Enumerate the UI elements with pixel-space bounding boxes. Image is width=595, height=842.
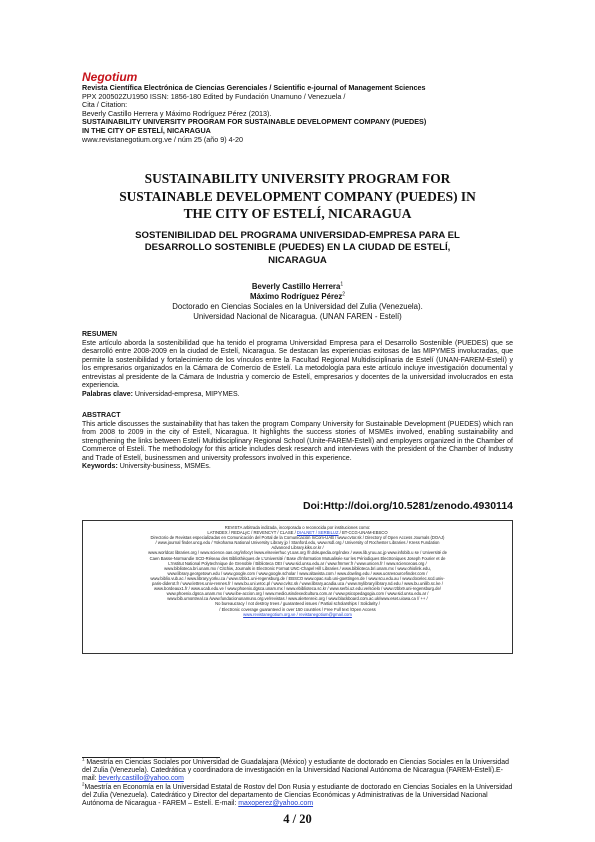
footnote-1-text bbox=[82, 756, 513, 783]
abstract-section bbox=[82, 412, 513, 472]
footnote-divider bbox=[82, 757, 220, 758]
citation-authors: Beverly Castillo Herrera y Máximo Rodríguez Pérez (2013). bbox=[82, 108, 272, 118]
author-2 bbox=[82, 292, 513, 302]
indexing-line: www.phoenix.dgsca.unam.mx / www.ibe-accion.org / www.medicusindexedcultura.com.ar / www.psicopedagogia.com / www.sid.unsu.edu.ar / bbox=[166, 591, 429, 597]
resumen-section bbox=[82, 331, 513, 399]
indexing-text: / BT-CCG-UNAM-EBSCO bbox=[338, 530, 388, 536]
title-spanish-line-2: DESARROLLO SOSTENIBLE (PUEDES) EN LA CIUDAD DE ESTELÍ, bbox=[144, 242, 451, 254]
author-1-name: Beverly Castillo Herrera bbox=[251, 282, 341, 291]
indexing-line: / www.journal finder.uncg.edu / Yokohama National University Library jp / Stanford.edu, www.rsdl.org / University of Rochester Libraries / Kress Fundation bbox=[155, 540, 440, 546]
indexing-line: / Electronic coverage guaranteed in over 150 countries / Free Full text /Open Access bbox=[219, 606, 376, 612]
resumen-heading: RESUMEN bbox=[82, 331, 118, 338]
footnote-1 bbox=[82, 756, 513, 783]
journal-subtitle: Revista Científica Electrónica de Ciencias Gerenciales / Scientific e-journal of Management Sciences bbox=[82, 83, 426, 92]
resumen-keywords-text: Universidad-empresa, MIPYMES. bbox=[132, 390, 240, 398]
title-spanish bbox=[110, 230, 485, 267]
indexing-line: Advanced Library.kiks.or.kr / bbox=[271, 545, 324, 551]
issue-line: www.revistanegotium.org.ve / núm 25 (año 9) 4-20 bbox=[82, 134, 243, 144]
resumen-keywords-label: Palabras clave: bbox=[82, 390, 133, 398]
title-english-line-2: SUSTAINABLE DEVELOPMENT COMPANY (PUEDES) IN bbox=[119, 188, 476, 204]
footnote-1-email-link[interactable]: beverly.castillo@yahoo.com bbox=[98, 775, 184, 783]
abstract-keywords-text: University-business, MSMEs. bbox=[117, 463, 211, 470]
indexing-line: www.bordeaux1.fr / www.ucab.edu.ve / www.phoenix.dgsca.unam.mx / www.ebiblioteca.sc.kr / www.serbi.uz.edu.ve/scielo / www.rzblx9.uni-regensburg.de/ bbox=[154, 586, 441, 592]
indexing-box bbox=[82, 520, 513, 654]
title-english-line-3: THE CITY OF ESTELÍ, NICARAGUA bbox=[183, 206, 412, 221]
indexing-text: LATINDEX / REDALyC / REVENCYT / CLASE / bbox=[207, 530, 297, 536]
footnote-2-email-link[interactable]: maxoperez@yahoo.com bbox=[238, 800, 314, 808]
indexing-line: www.biblio.vub.ac / www.library.yorku.ca / www.rzblx1.uni-regensburg.de / EBSCO www.opac.sub.uni-goettingen.de / www.scu.edu.au / www.docelec.scd.univ- bbox=[150, 575, 445, 581]
indexing-line: REVISTA arbitrada indizada, incorporada o reconocida por instituciones como: bbox=[224, 525, 371, 530]
title-english bbox=[100, 170, 495, 223]
footnote-2-number: 2 bbox=[82, 781, 85, 787]
author-1 bbox=[82, 282, 513, 292]
indexing-contact-link[interactable]: www.revistanegotium.org.ve / revistanegotium@gmail.com bbox=[243, 611, 352, 617]
author-2-name: Máximo Rodríguez Pérez bbox=[249, 292, 343, 301]
indexing-line: Caen Basse-Normandie SCD-Réseau des Bibliothèques de L'Université / Base d'information Mutualisée sur les Périodiques Electroniques Joseph Fourier et de bbox=[149, 555, 446, 561]
indexing-line: paris-diderot.fr / www.lettres.univ-rennes.fr / www.bu.uni.wroc.pl / www.cvlsc.sk / www.library.acadia.uca / www.mylibrary.library.nd.edu / www.bu.unilib.sc.ke / bbox=[152, 581, 443, 587]
issn-line: PPX 200502ZU1950 ISSN: 1856-180 Edited by Fundación Unamuno / Venezuela / bbox=[82, 91, 346, 101]
indexing-line: www.bib.umontreal.ca /www.fundacionunamuno.org.ve/revistas / www.alertenreic.org / www.blackboard.com.ac.uk/www.eset.uiowa.ca // ++ / bbox=[167, 596, 428, 602]
footnote-2-text bbox=[82, 781, 513, 808]
title-spanish-line-1: SOSTENIBILIDAD DEL PROGRAMA UNIVERSIDAD-EMPRESA PARA EL bbox=[135, 230, 460, 241]
author-2-footnote-ref: 2 bbox=[342, 291, 346, 298]
footnote-2 bbox=[82, 781, 513, 808]
resumen-keywords bbox=[82, 391, 513, 400]
citation-title-line-2: IN THE CITY OF ESTELÍ, NICARAGUA bbox=[82, 125, 211, 135]
abstract-heading: ABSTRACT bbox=[82, 412, 121, 419]
footnote-1-number: 1 bbox=[82, 756, 85, 762]
citation-label: Cita / Citation: bbox=[82, 100, 128, 110]
indexing-line: www.worldcat libraries.org / www.science.oas.org/infocyt /www.elsevierhuc yt.oas.org /fr.dokupedia.org/index / www.lib.yruu.ac.jp www.infobib.u se / Université de bbox=[148, 550, 447, 556]
title-english-line-1: SUSTAINABILITY UNIVERSITY PROGRAM FOR bbox=[144, 171, 451, 186]
doi-link[interactable]: Doi:Http://doi.org/10.5281/zenodo.4930114 bbox=[302, 500, 513, 512]
footnote-1-body: Maestría en Ciencias Sociales por Universidad de Guadalajara (México) y estudiante de doctorado en Ciencias Sociales en la Universidad del Zulia (Venezuela). Catedrática y coordinadora de investigación en la Universidad Nacional Autónoma de Nicaragua (FAREM-Estelí).E-mail: bbox=[82, 759, 509, 783]
author-block bbox=[82, 282, 513, 322]
journal-header bbox=[82, 70, 522, 144]
page-number: 4 / 20 bbox=[283, 812, 312, 826]
indexing-link[interactable]: DIALNET / SERBILUZ bbox=[296, 530, 339, 536]
title-spanish-line-3: NICARAGUA bbox=[268, 254, 327, 266]
indexing-line: No bureaucracy / not destroy trees / guaranteed issues / Partial scholarships / Solidarity / bbox=[215, 601, 380, 607]
citation-title-line-1: SUSTAINABILITY UNIVERSITY PROGRAM FOR SUSTAINABLE DEVELOPMENT COMPANY (PUEDES) bbox=[82, 117, 427, 127]
abstract-keywords bbox=[82, 463, 513, 472]
resumen-body: Este artículo aborda la sostenibilidad que ha tenido el programa Universidad Empresa para el Desarrollo Sostenible (PUEDES) que se desarrolló entre 2008-2009 en la ciudad de Estelí, Nicaragua. Se destacan las experiencias exitosas de las MIPYMES involucradas, que permite la sostenibilidad y fortalecimiento de los vínculos entre la Facultad Regional Multidisciplinaria de Estelí (UNAN-FAREM-Estelí) y los empresarios organizados en la Cámara de Comercio de Estelí. La metodología para este artículo incluye investigación documental y entrevistas al presidente de la Cámara de Industria y comercio de Estelí, empresarios y docentes de la universidad involucrados en esta experiencia. bbox=[82, 339, 513, 389]
author-1-footnote-ref: 1 bbox=[340, 281, 344, 288]
journal-name: Negotium bbox=[82, 70, 138, 84]
indexing-line: Directorio de Revistas especializadas en Comunicación del Portal de la Comunicación InCom-UAB / www.cvtor.sk / Directory of Open Access Journals (DOAJ) bbox=[150, 535, 445, 541]
abstract-body: This article discusses the sustainability that has taken the program Company University for Sustainable Development (PUEDES) which ran from 2008 to 2009 in the city of Estelí, Nicaragua. It highlights the success stories of MSMEs involved, enabling sustainability and strengthening the links between Estelí Multidisciplinary Regional School (Unite-FAREM-Estelí) and employers organized in the Chamber of Commerce of Estelí. The methodology for this article includes desk research and interviews with the president of the Chamber of Industry and Trade of Estelí, businessmen and university professors involved in this experience. bbox=[82, 420, 513, 462]
affiliation-1: Doctorado en Ciencias Sociales en la Universidad del Zulia (Venezuela). bbox=[172, 302, 423, 311]
indexing-line: L'Institut National Polytechnique de Grenoble / Biblioteca OEI / www.sid.unsu.edu.ar / www.fmrner.fr / www.unicen.fr / www.scienceoas.org / bbox=[168, 560, 427, 566]
indexing-line: www.library.georgetown.edu / www.google.com / www.google.scholar / www.altavista.com / www.dowling.edu / www.ucsresourcefinder.com / bbox=[167, 570, 428, 576]
abstract-keywords-label: Keywords: bbox=[82, 463, 118, 470]
indexing-line: www.biblioteca.bri.unam.mx / Citchiw, Journals in Electronic Format UNC-Chapel Hill Libraries / www.biblioteca.bri.unam.mx / www.ohiolink.edu, bbox=[164, 565, 431, 571]
affiliation-2: Universidad Nacional de Nicaragua. (UNAN FAREN - Estelí) bbox=[193, 312, 402, 321]
footnote-2-body: Maestría en Economía en la Universidad Estatal de Rostov del Don Rusia y estudiante de doctorado en Ciencias Sociales en la Universidad del Zulia (Venezuela). Catedrático y Director del departamento de Ciencias Económicas y Administrativas de la Universidad Nacional Autónoma de Nicaragua - FAREM – Estelí. E-mail: bbox=[82, 784, 513, 808]
